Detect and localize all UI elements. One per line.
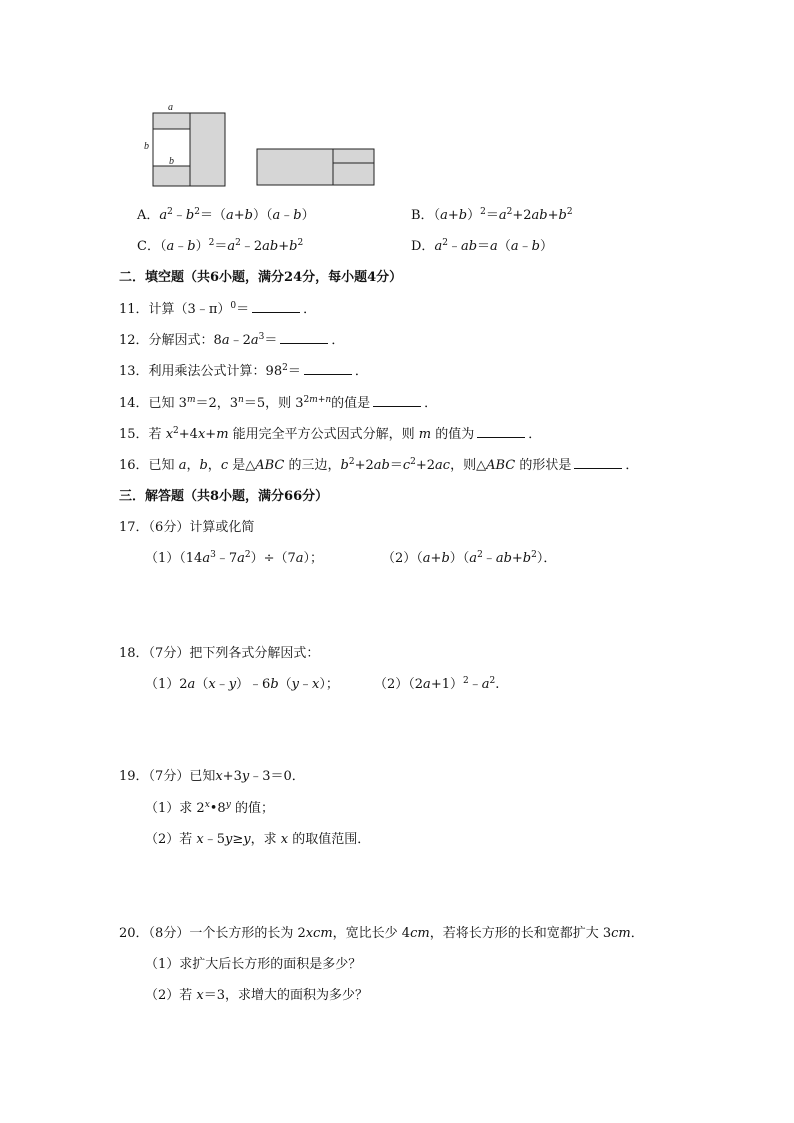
question-13: 13．利用乘法公式计算：$98^2=$ ． xyxy=(119,363,368,379)
label-b-left: b xyxy=(144,141,149,152)
question-19-head: 19．（7分）已知x+3y﹣3＝0． xyxy=(119,769,305,784)
option-a: A．$a^2﹣b^2=(a+b)(a﹣b)$ xyxy=(137,207,315,223)
question-16: 16．已知 a，b，c 是△ABC 的三边，$b^2+2ab=c^2+2ac$，则△ABC 的形状是 ． xyxy=(119,457,639,473)
rearranged-rectangle xyxy=(257,149,374,185)
question-15: 15．若 $x^2+4x+m$ 能用完全平方公式因式分解，则 m 的值为 ． xyxy=(119,426,542,442)
option-d: D．$a^2﹣ab=a(a﹣b)$ xyxy=(411,238,553,254)
section-fill-in-heading: 二．填空题（共6小题，满分24分，每小题4分） xyxy=(119,270,403,285)
question-18-part2: $(2)(2a+1)^2﹣a^2$. xyxy=(374,676,500,692)
question-12: 12．分解因式：$8a﹣2a^3=$ ． xyxy=(119,332,345,348)
label-a-top: a xyxy=(168,102,173,113)
square-diagram-figure xyxy=(140,100,380,192)
question-17-head: 17．（6分）计算或化简 xyxy=(119,520,255,535)
question-18-head: 18．（7分）把下列各式分解因式： xyxy=(119,646,320,661)
question-18-part1: （1）2a（x﹣y）﹣6b（y﹣x）； xyxy=(145,677,339,692)
section-answer-heading: 三．解答题（共8小题，满分66分） xyxy=(119,489,329,504)
question-19-part2: （2）若 x﹣5y≥y，求 x 的取值范围． xyxy=(145,832,371,847)
question-20-part2: （2）若 x＝3，求增大的面积为多少？ xyxy=(145,988,369,1003)
option-c: C．$(a﹣b)^2=a^2﹣2ab+b^2$ xyxy=(137,238,304,254)
question-17-part2: $(2)(a+b)(a^2﹣ab+b^2)$． xyxy=(382,550,557,566)
question-20-head: 20．（8分）一个长方形的长为 2xcm，宽比长少 4cm，若将长方形的长和宽都扩大 3cm． xyxy=(119,926,644,941)
question-20-part1: （1）求扩大后长方形的面积是多少？ xyxy=(145,957,362,972)
label-b-inner: b xyxy=(169,156,174,167)
question-14: 14．已知 $3^m=2$，$3^n=5$，则 $3^{2m+n}$的值是 ． xyxy=(119,395,438,411)
question-11: 11．计算（3﹣π）$^0$＝ ． xyxy=(119,301,317,317)
question-17-part1: $(1)(14a^3﹣7a^2)\div(7a)$； xyxy=(145,550,324,566)
option-b: B．$(a+b)^2=a^2+2ab+b^2$ xyxy=(411,207,573,223)
question-19-part1: （1）求 2$^x$•8$^y$ 的值； xyxy=(145,800,274,816)
